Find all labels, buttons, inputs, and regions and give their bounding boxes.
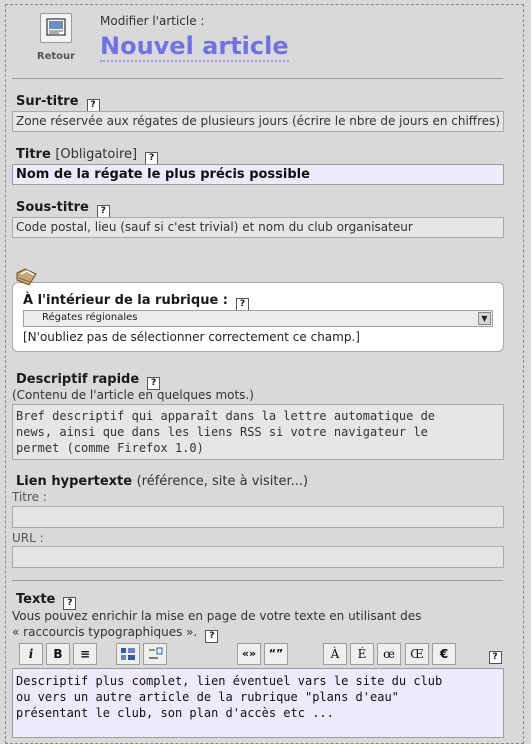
titre-label: Titre [Obligatoire] ? — [16, 147, 158, 165]
back-label: Retour — [36, 51, 76, 62]
titre-input[interactable]: Nom de la régate le plus précis possible — [12, 164, 504, 185]
heading-button[interactable]: ≡ — [73, 643, 97, 665]
help-icon[interactable]: ? — [97, 205, 110, 218]
help-icon[interactable]: ? — [145, 152, 158, 165]
help-icon: ? — [489, 651, 502, 664]
back-button[interactable] — [25, 10, 87, 70]
oe-button[interactable]: œ — [377, 643, 401, 665]
a-grave-button[interactable]: À — [323, 643, 347, 665]
help-icon[interactable]: ? — [147, 377, 160, 390]
lien-titre-input[interactable] — [12, 506, 504, 528]
lien-url-label: URL : — [12, 531, 44, 545]
descriptif-hint: (Contenu de l'article en quelques mots.) — [12, 388, 254, 402]
french-quotes-button[interactable]: «» — [237, 643, 261, 665]
help-icon[interactable]: ? — [205, 630, 218, 643]
help-icon[interactable]: ? — [63, 597, 76, 610]
rubrique-selected-value: Régates régionales — [42, 312, 138, 323]
descriptif-label: Descriptif rapide ? — [16, 372, 160, 390]
rubrique-select[interactable] — [23, 310, 493, 327]
italic-button[interactable]: i — [19, 643, 43, 665]
lien-label: Lien hypertexte (référence, site à visiter...) — [16, 474, 309, 489]
divider — [12, 78, 503, 79]
lien-titre-label: Titre : — [12, 490, 47, 504]
page-subtitle: Modifier l'article : — [100, 14, 205, 28]
OE-button[interactable]: Œ — [405, 643, 429, 665]
euro-button[interactable]: € — [432, 643, 456, 665]
e-acute-button[interactable]: É — [350, 643, 374, 665]
divider — [12, 580, 503, 581]
texte-hint-line2: « raccourcis typographiques ». ? — [12, 625, 218, 643]
rubrique-box — [12, 282, 504, 352]
texte-hint-line1: Vous pouvez enrichir la mise en page de votre texte en utilisant des — [12, 609, 422, 623]
footnote-icon — [146, 646, 164, 662]
texte-label: Texte ? — [16, 592, 76, 610]
page-title: Nouvel article — [100, 32, 289, 60]
dropdown-arrow-icon[interactable]: ▼ — [478, 312, 491, 325]
surtitre-label: Sur-titre ? — [16, 94, 100, 112]
list-icon — [119, 646, 137, 662]
help-icon[interactable]: ? — [87, 99, 100, 112]
texte-textarea[interactable]: Descriptif plus complet, lien éventuel vars le site du club ou vers un autre article de la rubrique "plans d'eau" présentant le club, son plan d'accès etc ... — [12, 668, 504, 738]
footnote-button[interactable] — [143, 643, 167, 665]
surtitre-input[interactable]: Zone réservée aux régates de plusieurs jours (écrire le nbre de jours en chiffres) — [12, 111, 504, 132]
help-icon[interactable]: ? — [236, 298, 249, 311]
descriptif-textarea[interactable]: Bref descriptif qui apparaît dans la lettre automatique de news, ainsi que dans les liens RSS si votre navigateur le permet (comme Firefox 1.0) — [12, 404, 504, 460]
english-quotes-button[interactable]: “” — [264, 643, 288, 665]
toolbar-help-button[interactable] — [486, 643, 504, 665]
list-button[interactable] — [116, 643, 140, 665]
lien-url-input[interactable] — [12, 546, 504, 568]
soustitre-input[interactable]: Code postal, lieu (sauf si c'est trivial) et nom du club organisateur — [12, 217, 504, 238]
folder-icon — [14, 266, 40, 292]
bold-button[interactable]: B — [46, 643, 70, 665]
rubrique-label: À l'intérieur de la rubrique : ? — [23, 293, 249, 311]
document-back-icon — [40, 13, 72, 43]
soustitre-label: Sous-titre ? — [16, 200, 110, 218]
rubrique-note: [N'oubliez pas de sélectionner correctement ce champ.] — [23, 330, 360, 344]
